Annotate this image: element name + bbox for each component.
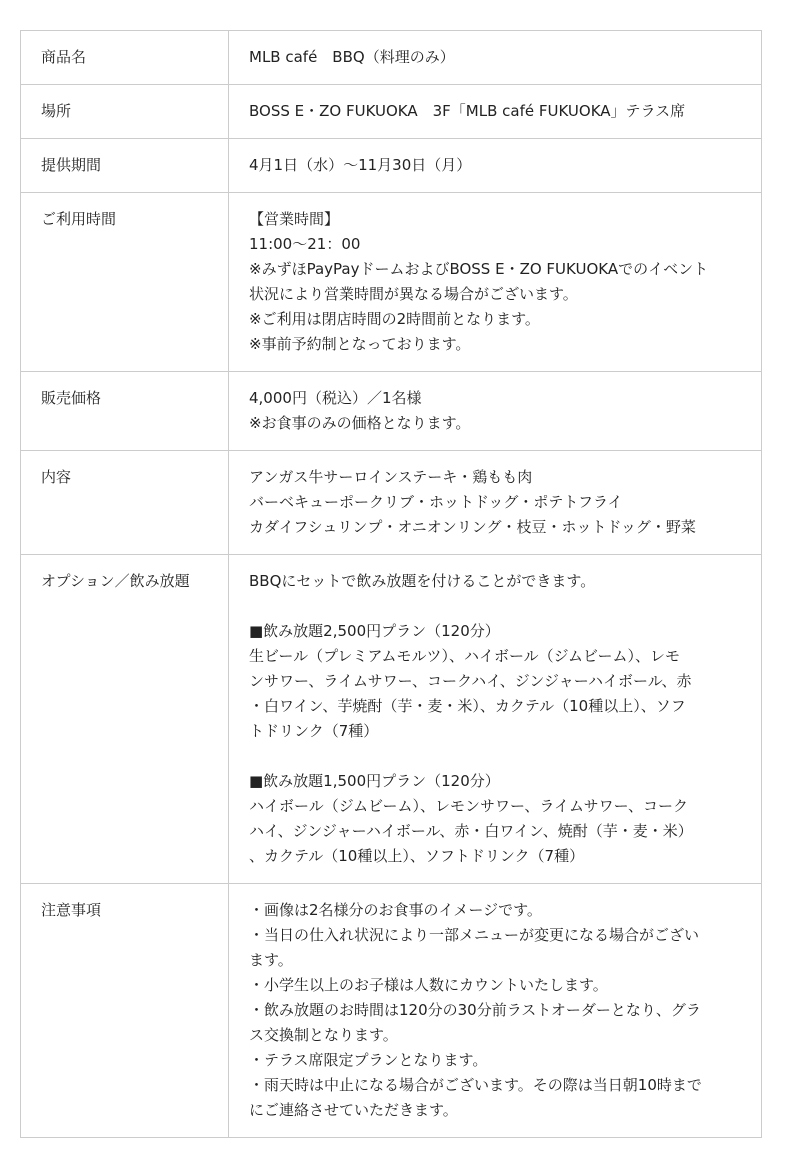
row-label: ご利用時間 [21,193,229,372]
value-line: 4月1日（水）〜11月30日（月） [249,156,472,174]
value-line: ます。 [249,951,293,969]
value-line: 、カクテル（10種以上）、ソフトドリンク（7種） [249,847,585,865]
value-line: ・白ワイン、芋焼酎（芋・麦・米）、カクテル（10種以上）、ソフ [249,697,686,715]
value-line: ※お食事のみの価格となります。 [249,414,471,432]
row-label: 場所 [21,85,229,139]
row-value [229,451,762,555]
value-line: 生ビール（プレミアムモルツ）、ハイボール（ジムビーム）、レモ [249,647,680,665]
value-line: 状況により営業時間が異なる場合がございます。 [249,285,578,303]
table-row [21,139,762,193]
value-line: 11:00〜21：00 [249,235,361,253]
value-line: ハイ、ジンジャーハイボール、赤・白ワイン、焼酎（芋・麦・米） [249,822,693,840]
blank-line [249,744,741,769]
row-value [229,372,762,451]
row-label: 商品名 [21,31,229,85]
table-row [21,884,762,1138]
row-label: 注意事項 [21,884,229,1138]
value-line: ス交換制となります。 [249,1026,398,1044]
row-label: 内容 [21,451,229,555]
value-line: ・小学生以上のお子様は人数にカウントいたします。 [249,976,608,994]
table-row [21,451,762,555]
value-line: 【営業時間】 [249,210,340,228]
table-row [21,372,762,451]
table-body [21,31,762,1138]
value-line: BBQにセットで飲み放題を付けることができます。 [249,572,596,590]
info-table [20,30,762,1138]
value-line: トドリンク（7種） [249,722,379,740]
value-line: ンサワー、ライムサワー、コークハイ、ジンジャーハイボール、赤 [249,672,692,690]
value-line: アンガス牛サーロインステーキ・鶏もも肉 [249,468,533,486]
row-label: オプション／飲み放題 [21,555,229,884]
value-line: MLB café BBQ（料理のみ） [249,48,455,66]
table-row [21,31,762,85]
value-line: ハイボール（ジムビーム）、レモンサワー、ライムサワー、コーク [249,797,689,815]
row-value [229,139,762,193]
value-line: ・画像は2名様分のお食事のイメージです。 [249,901,542,919]
value-line: バーベキューポークリブ・ホットドッグ・ポテトフライ [249,493,623,511]
row-label: 販売価格 [21,372,229,451]
value-line: ■飲み放題1,500円プラン（120分） [249,772,500,790]
row-value [229,555,762,884]
table-row [21,193,762,372]
value-line: ・雨天時は中止になる場合がございます。その際は当日朝10時まで [249,1076,702,1094]
row-value [229,884,762,1138]
value-line: ※事前予約制となっております。 [249,335,471,353]
row-value [229,85,762,139]
row-value [229,193,762,372]
value-line: ※みずほPayPayドームおよびBOSS E・ZO FUKUOKAでのイベント [249,260,709,278]
value-line: にご連絡させていただきます。 [249,1101,458,1119]
row-value [229,31,762,85]
table-row [21,555,762,884]
blank-line [249,594,741,619]
value-line: ※ご利用は閉店時間の2時間前となります。 [249,310,540,328]
value-line: 4,000円（税込）／1名様 [249,389,422,407]
row-label: 提供期間 [21,139,229,193]
value-line: ・飲み放題のお時間は120分の30分前ラストオーダーとなり、グラ [249,1001,701,1019]
value-line: ■飲み放題2,500円プラン（120分） [249,622,500,640]
table-row [21,85,762,139]
value-line: ・当日の仕入れ状況により一部メニューが変更になる場合がござい [249,926,700,944]
value-line: BOSS E・ZO FUKUOKA 3F「MLB café FUKUOKA」テラス席 [249,102,686,120]
value-line: カダイフシュリンプ・オニオンリング・枝豆・ホットドッグ・野菜 [249,518,696,536]
value-line: ・テラス席限定プランとなります。 [249,1051,488,1069]
